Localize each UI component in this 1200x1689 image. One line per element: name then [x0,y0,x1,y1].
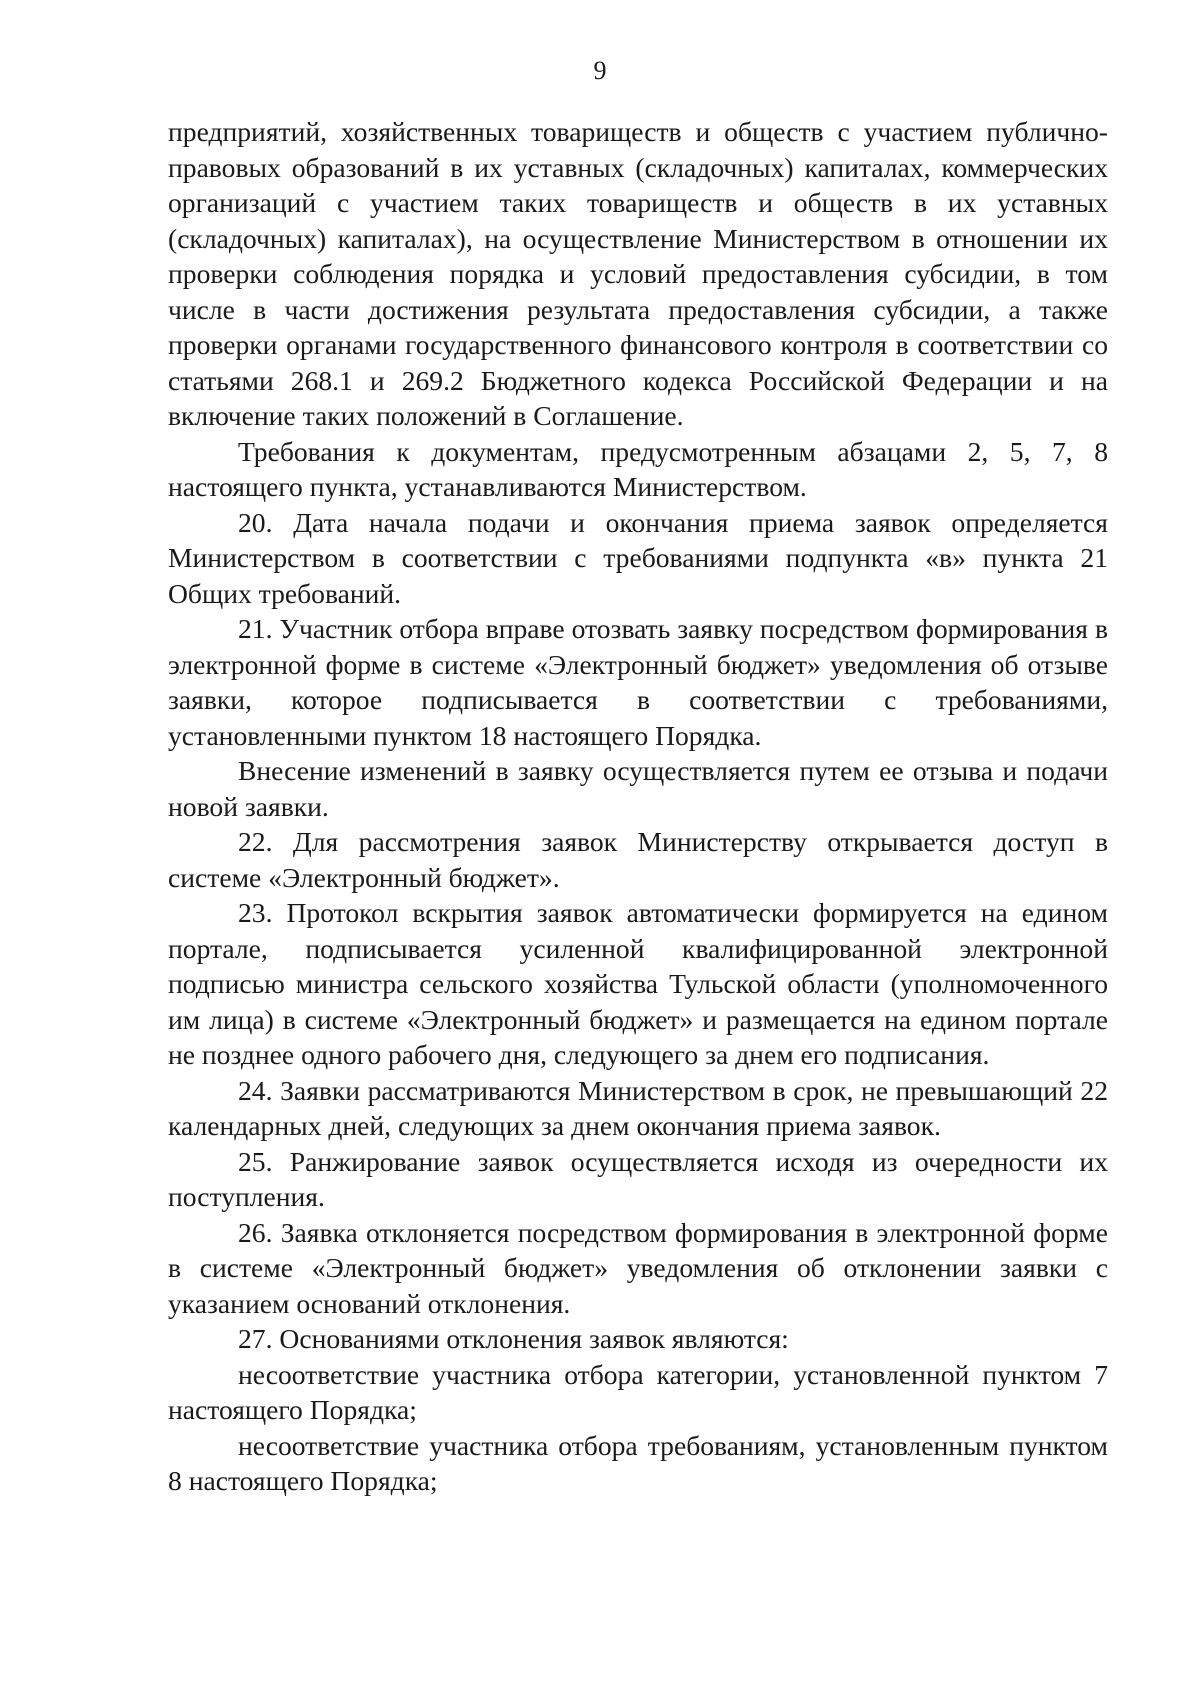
paragraph: 26. Заявка отклоняется посредством формирования в электронной форме в системе «Электронный бюджет» уведомления об отклонении заявки с указанием оснований отклонения. [168,1216,1108,1319]
document-body [168,114,1108,1499]
paragraph: 23. Протокол вскрытия заявок автоматически формируется на едином портале, подписывается усиленной квалифицированной электронной подписью министра сельского хозяйства Тульской области (уполномоченного им лица) в системе «Электронный бюджет» и размещается на едином портале не позднее одного рабочего дня, следующего за днем его подписания. [168,897,1108,1070]
paragraph: Внесение изменений в заявку осуществляется путем ее отзыва и подачи новой заявки. [168,755,1108,822]
paragraph: Требования к документам, предусмотренным абзацами 2, 5, 7, 8 настоящего пункта, устанавливаются Министерством. [168,435,1108,502]
paragraph: 24. Заявки рассматриваются Министерством в срок, не превышающий 22 календарных дней, следующих за днем окончания приема заявок. [168,1074,1108,1141]
paragraph: 27. Основаниями отклонения заявок являются: [238,1323,789,1354]
paragraph: предприятий, хозяйственных товариществ и обществ с участием публично-правовых образований в их уставных (складочных) капиталах, коммерческих организаций с участием таких товариществ и обществ в их уставных (складочных) капиталах), на осуществление Министерством в отношении их проверки соблюдения порядка и условий предоставления субсидии, в том числе в части достижения результата предоставления субсидии, а также проверки органами государственного финансового контроля в соответствии со статьями 268.1 и 269.2 Бюджетного кодекса Российской Федерации и на включение таких положений в Соглашение. [168,116,1108,431]
paragraph: несоответствие участника отбора категории, установленной пунктом 7 настоящего Порядка; [168,1358,1108,1425]
paragraph: несоответствие участника отбора требованиям, установленным пунктом 8 настоящего Порядка; [168,1429,1108,1496]
paragraph: 20. Дата начала подачи и окончания приема заявок определяется Министерством в соответствии с требованиями подпункта «в» пункта 21 Общих требований. [168,506,1108,609]
paragraph: 22. Для рассмотрения заявок Министерству открывается доступ в системе «Электронный бюджет». [168,826,1108,893]
page-number: 9 [593,56,607,85]
paragraph: 21. Участник отбора вправе отозвать заявку посредством формирования в электронной форме в системе «Электронный бюджет» уведомления об отзыве заявки, которое подписывается в соответствии с требованиями, установленными пунктом 18 настоящего Порядка. [168,613,1108,751]
paragraph: 25. Ранжирование заявок осуществляется исходя из очередности их поступления. [168,1145,1108,1212]
